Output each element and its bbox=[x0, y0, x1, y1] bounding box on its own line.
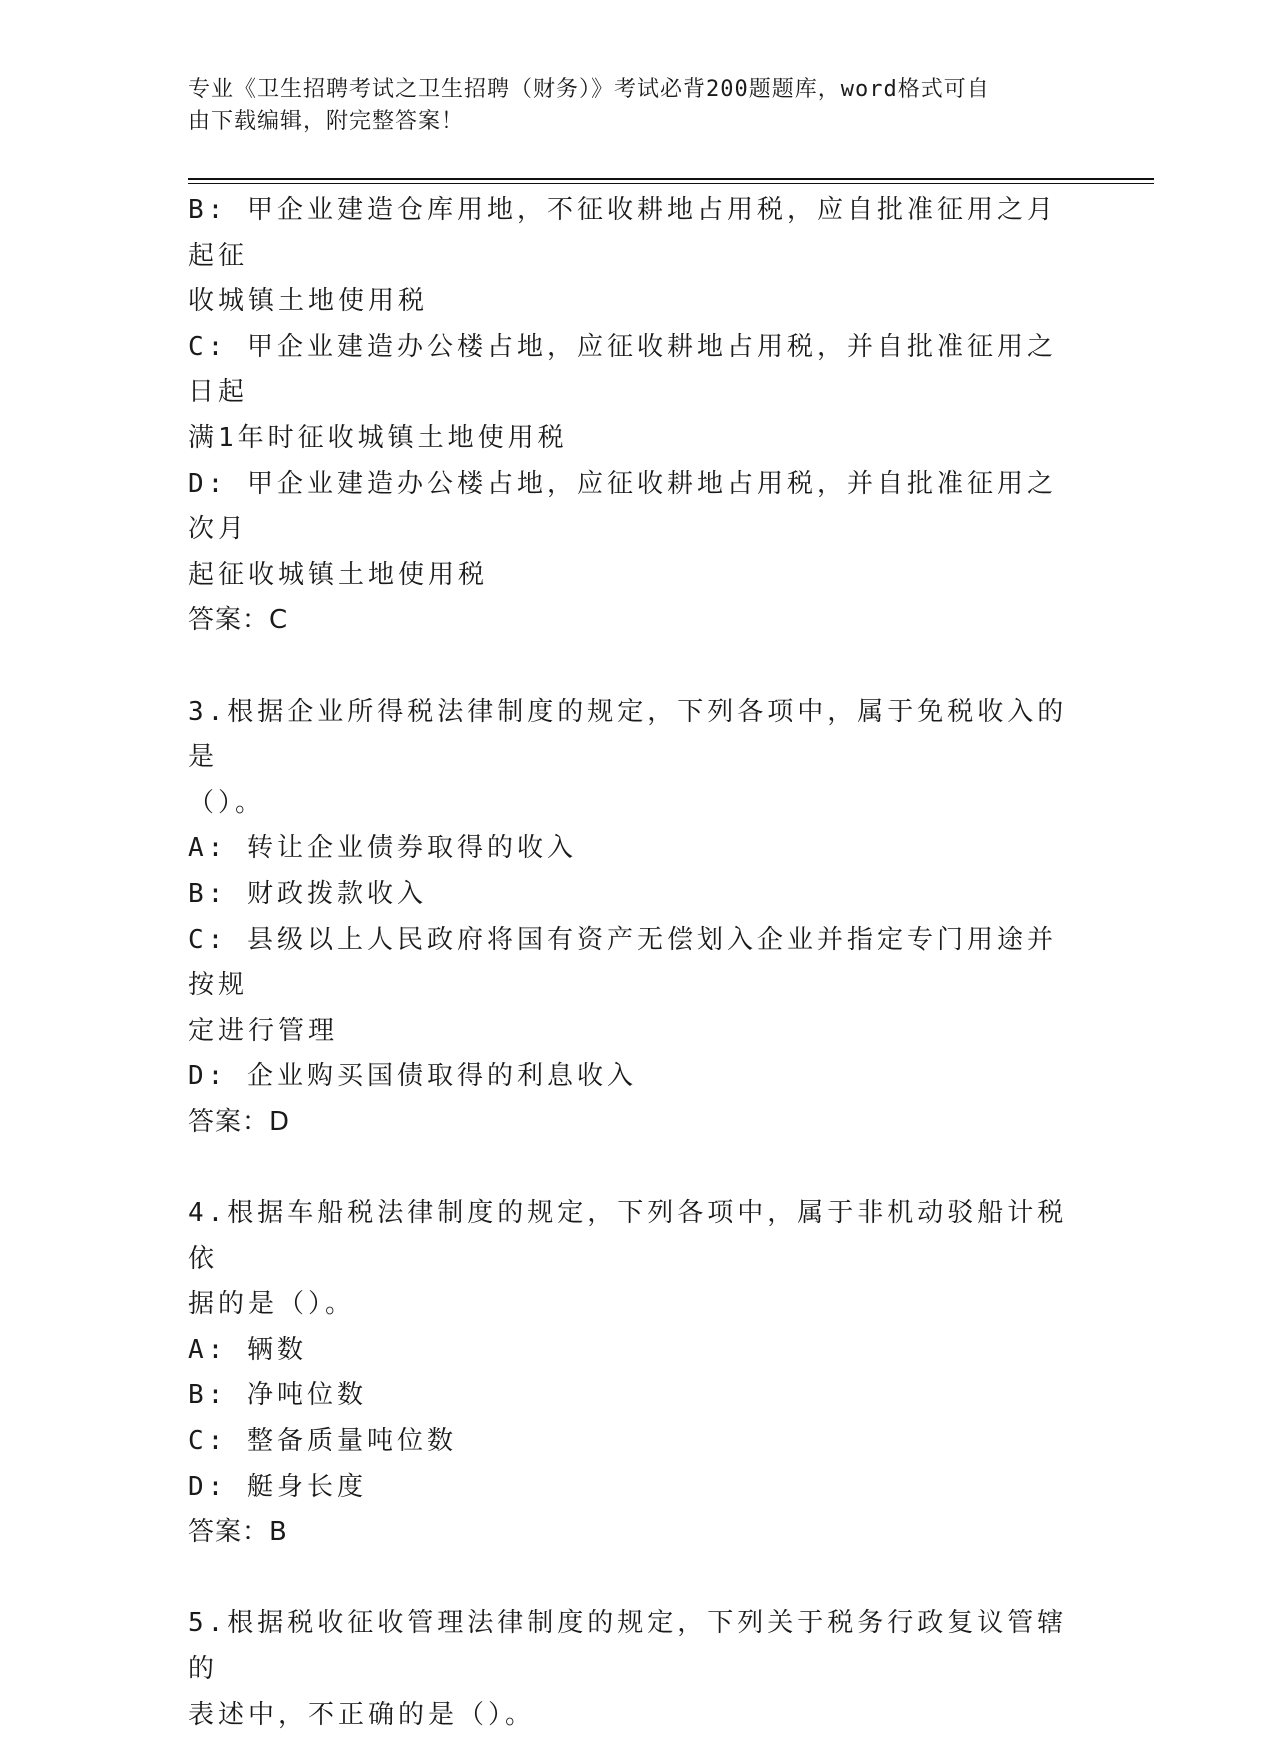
q5-stem-line-2: 表述中，不正确的是（）。 bbox=[188, 1699, 536, 1730]
q4-option-a: A: 辆数 bbox=[188, 1334, 307, 1365]
q2-option-d-line-1: D: 甲企业建造办公楼占地，应征收耕地占用税，并自批准征用之次月 bbox=[188, 468, 1057, 545]
question-5 bbox=[188, 1601, 1068, 1738]
q4-stem-line-1: 4.根据车船税法律制度的规定，下列各项中，属于非机动驳船计税依 bbox=[188, 1198, 1068, 1274]
spacer bbox=[188, 1145, 1068, 1191]
q5-stem-line-1: 5.根据税收征收管理法律制度的规定，下列关于税务行政复议管辖的 bbox=[188, 1608, 1068, 1684]
q4-option-b: B: 净吨位数 bbox=[188, 1380, 367, 1411]
q3-option-b: B: 财政拨款收入 bbox=[188, 878, 427, 909]
q2-option-b-line-2: 收城镇土地使用税 bbox=[188, 286, 429, 317]
spacer bbox=[188, 644, 1068, 690]
header-rule-thin bbox=[188, 183, 1154, 184]
q2-option-c-line-2: 满1年时征收城镇土地使用税 bbox=[188, 422, 568, 453]
q4-answer: 答案：B bbox=[188, 1517, 288, 1548]
q4-option-c: C: 整备质量吨位数 bbox=[188, 1426, 457, 1457]
q2-answer: 答案：C bbox=[188, 605, 289, 636]
header-line-2: 由下载编辑，附完整答案！ bbox=[188, 109, 465, 134]
q2-option-b-line-1: B: 甲企业建造仓库用地，不征收耕地占用税，应自批准征用之月起征 bbox=[188, 195, 1057, 271]
q4-option-d: D: 艇身长度 bbox=[188, 1471, 367, 1502]
question-2-tail bbox=[188, 188, 1068, 644]
question-4 bbox=[188, 1191, 1068, 1556]
q4-stem-line-2: 据的是（）。 bbox=[188, 1289, 356, 1320]
q3-stem-line-2: （）。 bbox=[188, 787, 266, 818]
header-line-1: 专业《卫生招聘考试之卫生招聘（财务）》考试必背200题题库，word格式可自 bbox=[188, 77, 990, 102]
q3-option-a: A: 转让企业债券取得的收入 bbox=[188, 833, 577, 864]
spacer bbox=[188, 1556, 1068, 1602]
q2-option-c-line-1: C: 甲企业建造办公楼占地，应征收耕地占用税，并自批准征用之日起 bbox=[188, 331, 1057, 408]
question-3 bbox=[188, 690, 1068, 1146]
q3-option-d: D: 企业购买国债取得的利息收入 bbox=[188, 1061, 637, 1092]
q3-stem-line-1: 3.根据企业所得税法律制度的规定，下列各项中，属于免税收入的是 bbox=[188, 696, 1068, 773]
q2-option-d-line-2: 起征收城镇土地使用税 bbox=[188, 559, 489, 590]
document-header bbox=[188, 74, 1088, 138]
q3-answer: 答案：D bbox=[188, 1106, 291, 1137]
q3-option-c-line-1: C: 县级以上人民政府将国有资产无偿划入企业并指定专门用途并按规 bbox=[188, 924, 1057, 1001]
question-content bbox=[188, 188, 1068, 1738]
header-rule-thick bbox=[188, 178, 1154, 180]
q3-option-c-line-2: 定进行管理 bbox=[188, 1015, 339, 1046]
